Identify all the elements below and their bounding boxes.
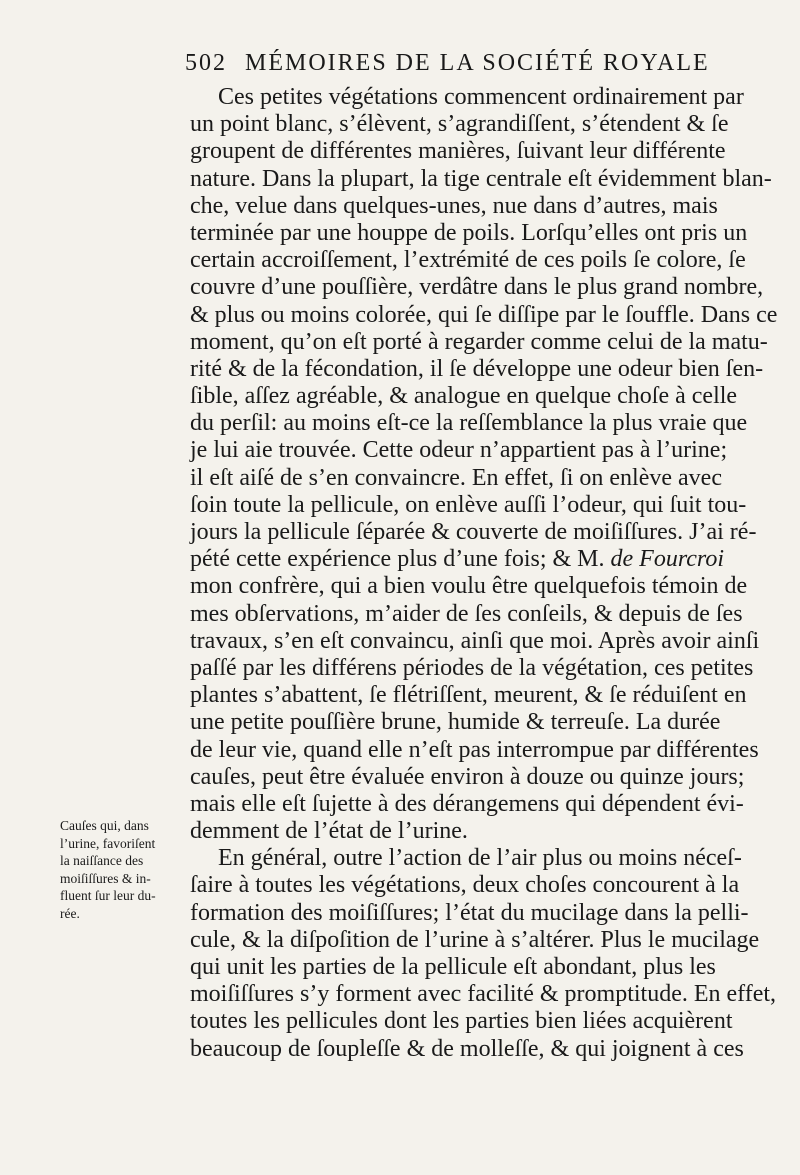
text-line: formation des moiſiſſures; l’état du mucilage dans la pelli- [190,899,749,926]
text-line: groupent de différentes manières, ſuivant leur différente [190,138,726,165]
text-line: Ces petites végétations commencent ordinairement par [218,84,744,110]
text-line: nature. Dans la plupart, la tige centrale eſt évidemment blan- [190,165,772,192]
margin-note-line: l’urine, favoriſent [60,835,156,851]
text-line: toutes les pellicules dont les parties bien liées acquièrent [190,1008,733,1035]
margin-note-line: Cauſes qui, dans [60,818,149,833]
text-line: ſaire à toutes les végétations, deux choſes concourent à la [190,872,740,899]
running-title: MÉMOIRES DE LA SOCIÉTÉ ROYALE [245,50,710,76]
text-line: travaux, s’en eſt convaincu, ainſi que moi. Après avoir ainſi [190,627,760,654]
running-head [185,50,745,77]
text-line: En général, outre l’action de l’air plus ou moins néceſ- [218,845,742,872]
text-line: qui unit les parties de la pellicule eſt abondant, plus les [190,954,716,980]
margin-note-line: moiſiſſures & in- [60,870,151,886]
italic-person-name: de Fourcroi [610,546,725,573]
page-number: 502 [185,50,227,76]
text-line: demment de l’état de l’urine. [190,818,468,845]
text-line: ſoin toute la pellicule, on enlève auſſi l’odeur, qui ſuit tou- [190,491,747,518]
text-line: il eſt aiſé de s’en convaincre. En effet, ſi on enlève avec [190,464,722,491]
text-line: paſſé par les différens périodes de la végétation, ces petites [190,654,754,681]
margin-note [60,817,185,922]
text-line: beaucoup de ſoupleſſe & de molleſſe, & qui joignent à ces [190,1035,744,1062]
text-line: moment, qu’on eſt porté à regarder comme celui de la matu- [190,328,768,355]
margin-note-line: fluent ſur leur du- [60,888,156,903]
text-line: cule, & la diſpoſition de l’urine à s’altérer. Plus le mucilage [190,926,760,953]
text-line: moiſiſſures s’y forment avec facilité & promptitude. En effet, [190,981,777,1008]
margin-note-line: la naiſſance des [60,853,144,868]
text-line: un point blanc, s’élèvent, s’agrandiſſent, s’étendent & ſe [190,111,729,138]
text-line: ſible, aſſez agréable, & analogue en quelque choſe à celle [190,383,738,410]
margin-note-line: rée. [60,905,80,921]
text-line: terminée par une houppe de poils. Lorſqu’elles ont pris un [190,219,748,246]
text-line: che, velue dans quelques-unes, nue dans d’autres, mais [190,192,718,219]
main-text [190,84,778,1063]
text-line: de leur vie, quand elle n’eſt pas interrompue par différentes [190,736,759,763]
text-line: mes obſervations, m’aider de ſes conſeils, & depuis de ſes [190,600,743,627]
text-line: certain accroiſſement, l’extrémité de ces poils ſe colore, ſe [190,247,746,274]
text-line: & plus ou moins colorée, qui ſe diſſipe par le ſouffle. Dans ce [190,301,778,328]
text-line: rité & de la fécondation, il ſe développe une odeur bien ſen- [190,355,764,382]
text-line: mon confrère, qui a bien voulu être quelquefois témoin de [190,573,748,600]
text-line-with-name [190,546,775,573]
text-line: une petite pouſſière brune, humide & terreuſe. La durée [190,709,721,736]
text-line: du perſil: au moins eſt-ce la reſſemblance la plus vraie que [190,410,748,437]
text-line: jours la pellicule ſéparée & couverte de moiſiſſures. J’ai ré- [190,519,757,545]
text-line: je lui aie trouvée. Cette odeur n’appartient pas à l’urine; [190,437,728,464]
text-line: cauſes, peut être évaluée environ à douze ou quinze jours; [190,763,745,790]
text-line: plantes s’abattent, ſe flétriſſent, meurent, & ſe réduiſent en [190,682,747,709]
text-fragment: pété cette expérience plus d’une fois; & M. [190,546,605,573]
text-line: couvre d’une pouſſière, verdâtre dans le plus grand nombre, [190,274,764,301]
text-line: mais elle eſt ſujette à des dérangemens qui dépendent évi- [190,790,744,817]
